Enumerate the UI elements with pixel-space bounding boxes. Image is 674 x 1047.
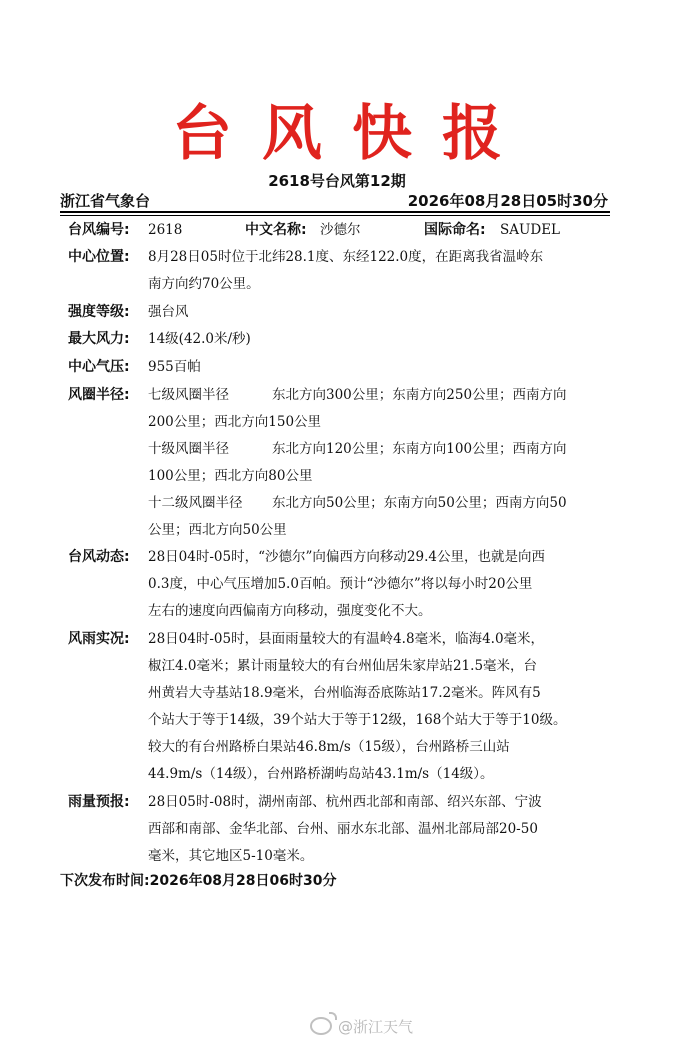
dynamics-line: 0.3度，中心气压增加5.0百帕。预计“沙德尔”将以每小时20公里 [148,576,533,592]
radius-level: 十二级风圈半径 [148,495,243,511]
radius-level: 七级风圈半径 [148,387,229,403]
issuer: 浙江省气象台 [60,192,151,210]
radius-level: 十级风圈半径 [148,441,229,457]
observations-value [148,626,613,788]
dynamics-line: 左右的速度向西偏南方向移动，强度变化不大。 [148,603,432,619]
issue-time: 2026年08月28日05时30分 [407,192,608,210]
intensity-label: 强度等级: [68,304,130,320]
radius-directions: 东北方向120公里；东南方向100公里；西南方向 [272,441,567,457]
radius-cont: 公里；西北方向50公里 [148,522,287,538]
dynamics-line: 28日04时-05时，“沙德尔”向偏西方向移动29.4公里，也就是向西 [148,549,545,565]
radius-directions: 东北方向300公里；东南方向250公里；西南方向 [272,387,567,403]
center-label: 中心位置: [68,249,130,265]
pressure-label: 中心气压: [68,359,130,375]
intl-name-value: SAUDEL [500,222,561,238]
radius-value [148,382,613,544]
intensity-value: 强台风 [148,304,189,320]
dynamics-value [148,544,613,625]
forecast-line: 28日05时-08时，湖州南部、杭州西北部和南部、绍兴东部、宁波 [148,794,542,810]
cn-name-value: 沙德尔 [320,222,361,238]
radius-row-12 [148,490,613,517]
radius-cont: 100公里；西北方向80公里 [148,468,313,484]
observations-line: 44.9m/s（14级），台州路桥湖屿岛站43.1m/s（14级）。 [148,766,494,782]
cn-name-label: 中文名称: [245,222,307,238]
issue-number: 2618号台风第12期 [268,172,406,190]
watermark [310,1016,413,1037]
dynamics-label: 台风动态: [68,549,130,565]
observations-line: 个站大于等于14级，39个站大于等于12级，168个站大于等于10级。 [148,712,567,728]
radius-row-7 [148,382,613,409]
center-value [148,244,613,298]
observations-line: 较大的有台州路桥白果站46.8m/s（15级），台州路桥三山站 [148,739,510,755]
next-release: 下次发布时间:2026年08月28日06时30分 [60,873,337,889]
number-value: 2618 [148,222,183,238]
radius-cont: 200公里；西北方向150公里 [148,414,322,430]
forecast-label: 雨量预报: [68,794,130,810]
radius-directions: 东北方向50公里；东南方向50公里；西南方向50 [272,495,567,511]
forecast-value [148,789,613,870]
weibo-icon [310,1017,332,1035]
number-label: 台风编号: [68,222,130,238]
radius-row-10 [148,436,613,463]
max-wind-label: 最大风力: [68,331,130,347]
bulletin-title: 台风快报 [172,99,532,169]
watermark-text: @浙江天气 [338,1018,414,1036]
center-line-1: 8月28日05时位于北纬28.1度、东经122.0度，在距离我省温岭东 [148,249,544,265]
observations-line: 28日04时-05时，县面雨量较大的有温岭4.8毫米，临海4.0毫米， [148,631,545,647]
observations-label: 风雨实况: [68,631,130,647]
observations-line: 椒江4.0毫米；累计雨量较大的有台州仙居朱家岸站21.5毫米，台 [148,658,538,674]
center-line-2: 南方向约70公里。 [148,276,260,292]
intl-name-label: 国际命名: [424,222,486,238]
radius-label: 风圈半径: [68,387,130,403]
max-wind-value: 14级(42.0米/秒) [148,331,251,347]
pressure-value: 955百帕 [148,359,201,375]
header-rule-thick [60,211,610,213]
observations-line: 州黄岩大寺基站18.9毫米，台州临海岙底陈站17.2毫米。阵风有5 [148,685,541,701]
forecast-line: 西部和南部、金华北部、台州、丽水东北部、温州北部局部20-50 [148,821,538,837]
forecast-line: 毫米，其它地区5-10毫米。 [148,848,314,864]
header-rule-thin [60,215,610,216]
